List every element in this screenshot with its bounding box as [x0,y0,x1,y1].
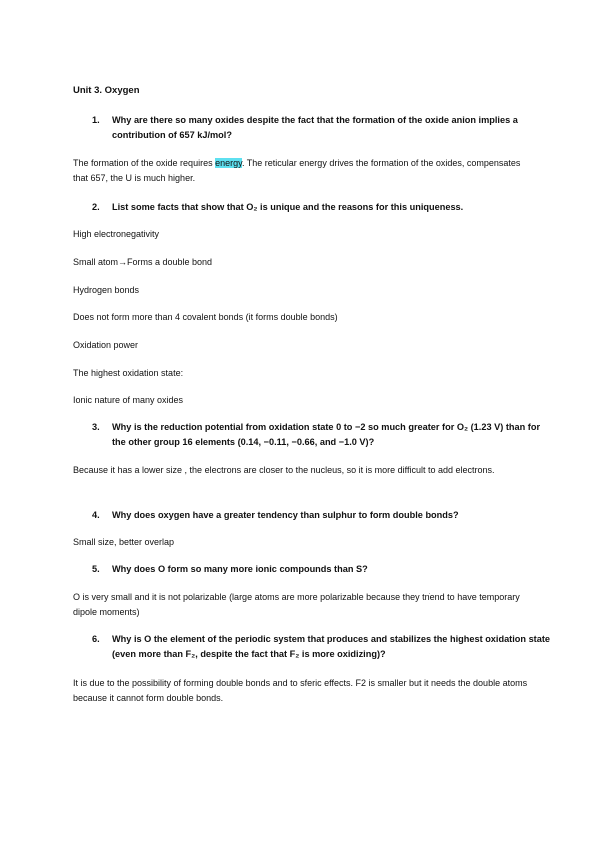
answer-4: Small size, better overlap [73,537,175,547]
fact-item: Hydrogen bonds [73,285,140,295]
answer-text-part: . The reticular energy drives the formation of the oxides, compensates that 657, the U is much higher. [73,158,521,183]
question-text: Why is the reduction potential from oxidation state 0 to −2 so much greater for O₂ (1.23 V) than for the other group 16 elements (0.14, −0.11, −0.66, and −1.0 V)? [112,422,541,447]
question-number: 1. [92,115,100,125]
answer-5: O is very small and it is not polarizable (large atoms are more polarizable because they tnֹend to have temporary dipole moments) [73,592,520,617]
fact-item: High electronegativity [73,229,160,239]
question-text: List some facts that show that O₂ is unique and the reasons for this uniqueness. [112,202,464,212]
question-3 [92,420,552,449]
fact-item: Small atom→Forms a double bond [73,257,213,267]
question-text: Why is O the element of the periodic system that produces and stabilizes the highest oxidation state (even more than F₂, despite the fact that F₂ is more oxidizing)? [112,634,551,659]
question-6 [92,632,552,661]
question-number: 2. [92,202,100,212]
question-text: Why are there so many oxides despite the fact that the formation of the oxide anion implies a contribution of 657 kJ/mol? [112,115,518,140]
answer-3: Because it has a lower size , the electrons are closer to the nucleus, so it is more difficult to add electrons. [73,465,495,475]
fact-item: Ionic nature of many oxides [73,395,184,405]
answer-6: It is due to the possibility of forming double bonds and to sferic effects. F2 is smaller but it needs the double atoms because it cannot form double bonds. [73,678,528,703]
answer-text-part: The formation of the oxide requires [73,158,216,168]
question-text: Why does O form so many more ionic compounds than S? [112,564,368,574]
fact-item: The highest oxidation state: [73,368,184,378]
answer-1 [73,156,533,185]
fact-item: Oxidation power [73,340,139,350]
document-title: Unit 3. Oxygen [73,85,140,96]
question-4 [92,508,552,523]
question-number: 5. [92,564,100,574]
question-text: Why does oxygen have a greater tendency than sulphur to form double bonds? [112,510,459,520]
question-number: 4. [92,510,100,520]
question-number: 6. [92,634,100,644]
question-number: 3. [92,422,100,432]
question-5 [92,562,552,577]
highlighted-word: energy [215,158,242,168]
question-1 [92,113,552,142]
fact-item: Does not form more than 4 covalent bonds (it forms double bonds) [73,312,338,322]
question-2 [92,200,552,215]
